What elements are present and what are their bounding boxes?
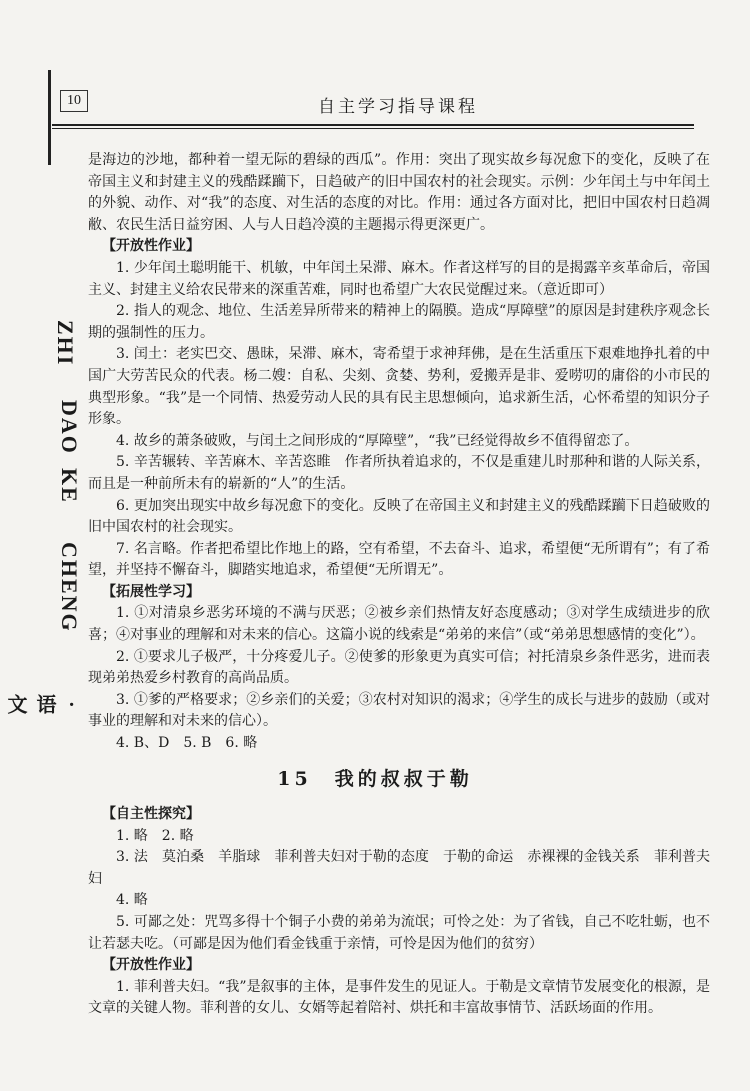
section-heading: 【自主性探究】 <box>102 806 200 822</box>
header-rule-thin <box>52 128 694 129</box>
section-heading: 【开放性作业】 <box>102 957 200 974</box>
paragraph: 4. B、D 5. B 6. 略 <box>116 735 258 752</box>
section-heading: 【拓展性学习】 <box>102 583 200 600</box>
side-brand-subject: ·语文 <box>4 694 82 716</box>
paragraph: 2. ①要求儿子极严，十分疼爱儿子。②使爹的形象更为真实可信；衬托清泉乡条件恶劣，进而表现弟弟热爱乡村教育的高尚品质。 <box>88 648 710 687</box>
side-brand-word: CHENG <box>57 542 82 633</box>
paragraph: 5. 可鄙之处：咒骂多得十个铜子小费的弟弟为流氓；可怜之处：为了省钱，自己不吃牡蛎，也不让若瑟夫吃。（可鄙是因为他们看金钱重于亲情，可怜是因为他们的贫穷） <box>88 913 710 952</box>
side-brand-word: DAO <box>57 400 82 455</box>
paragraph: 1. ①对清泉乡恶劣环境的不满与厌恶；②被乡亲们热情友好态度感动；③对学生成绩进步的欣喜；④对事业的理解和对未来的信心。这篇小说的线索是“弟弟的来信”（或“弟弟思想感情的变化”）。 <box>88 605 710 644</box>
paragraph: 1. 略 2. 略 <box>116 827 194 844</box>
paragraph: 是海边的沙地，都种着一望无际的碧绿的西瓜”。作用：突出了现实故乡每况愈下的变化，反映了在帝国主义和封建主义的残酷蹂躏下，日趋破产的旧中国农村的社会现实。示例：少年闰土与中年闰土的外貌、动作、对“我”的态度、对生活的态度的对比。作用：通过各方面对比，把旧中国农村日趋凋敝、农民生活日益穷困、人与人日趋冷漠的主题揭示得更深更广。 <box>88 152 710 233</box>
paragraph: 2. 指人的观念、地位、生活差异所带来的精神上的隔膜。造成“厚障壁”的原因是封建秩序观念长期的强制性的压力。 <box>88 303 710 341</box>
section-heading: 【开放性作业】 <box>102 238 200 255</box>
paragraph: 4. 故乡的萧条破败，与闰土之间形成的“厚障壁”，“我”已经觉得故乡不值得留恋了。 <box>116 432 639 449</box>
header-rule-thick <box>52 124 694 126</box>
header-title: 自主学习指导课程 <box>318 97 478 117</box>
paragraph: 7. 名言略。作者把希望比作地上的路，空有希望，不去奋斗、追求，希望便“无所谓有”；有了希望，并坚持不懈奋斗，脚踏实地追求，希望便“无所谓无”。 <box>88 540 710 579</box>
header-rule-vertical <box>48 70 51 165</box>
chapter-title: 15 我的叔叔于勒 <box>277 768 473 790</box>
side-brand-word: ZHI <box>53 320 78 367</box>
paragraph: 3. ①爹的严格要求；②乡亲们的关爱；③农村对知识的渴求；④学生的成长与进步的鼓励（或对事业的理解和对未来的信心）。 <box>88 691 710 730</box>
paragraph: 4. 略 <box>116 892 148 909</box>
paragraph: 3. 法 莫泊桑 羊脂球 菲利普夫妇对于勒的态度 于勒的命运 赤裸裸的金钱关系 菲利普夫妇 <box>88 849 710 887</box>
answer-section-1 <box>88 150 710 755</box>
paragraph: 6. 更加突出现实中故乡每况愈下的变化。反映了在帝国主义和封建主义的残酷蹂躏下日趋破败的旧中国农村的社会现实。 <box>88 497 710 536</box>
answer-section-2 <box>88 804 710 1020</box>
paragraph: 5. 辛苦辗转、辛苦麻木、辛苦恣睢 作者所执着追求的，不仅是重建儿时那种和谐的人际关系，而且是一种前所未有的崭新的“人”的生活。 <box>88 454 710 492</box>
side-brand-word: KE <box>57 468 82 504</box>
paragraph: 1. 少年闰土聪明能干、机敏，中年闰土呆滞、麻木。作者这样写的目的是揭露辛亥革命后，帝国主义、封建主义给农民带来的深重苦难，同时也希望广大农民觉醒过来。（意近即可） <box>88 259 710 298</box>
paragraph: 1. 菲利普夫妇。“我”是叙事的主体，是事件发生的见证人。于勒是文章情节发展变化的根源，是文章的关键人物。菲利普的女儿、女婿等起着陪衬、烘托和丰富故事情节、活跃场面的作用。 <box>88 978 710 1017</box>
paragraph: 3. 闰土：老实巴交、愚昧，呆滞、麻木，寄希望于求神拜佛，是在生活重压下艰难地挣扎着的中国广大劳苦民众的代表。杨二嫂：自私、尖刻、贪婪、势利，爱搬弄是非、爱唠叨的庸俗的小市民的典型形象。“我”是一个同情、热爱劳动人民的具有民主思想倾向，追求新生活，心怀希望的知识分子形象。 <box>88 346 710 428</box>
page-number: 10 <box>60 90 88 112</box>
